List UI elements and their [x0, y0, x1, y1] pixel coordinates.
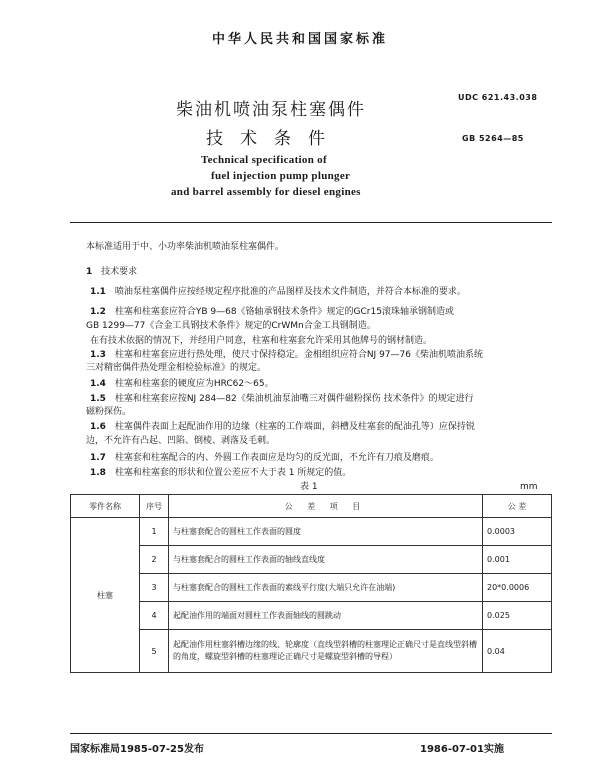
tolerance-value: 0.001 [483, 546, 552, 574]
row-number: 1 [140, 518, 169, 546]
tolerance-value: 0.025 [483, 602, 552, 630]
english-title-line-2: fuel injection pump plunger [211, 170, 351, 182]
clause-1-1 [90, 286, 466, 298]
document-title: 柴油机喷油泵柱塞偶件 [176, 100, 366, 120]
tolerance-value: 0.04 [483, 630, 552, 673]
table-header-row [71, 495, 552, 518]
clause-number: 1.7 [90, 453, 106, 463]
section-title: 技术要求 [101, 267, 138, 277]
clause-1-3 [90, 349, 483, 361]
clause-text: 柱塞和柱塞套的形状和位置公差应不大于表 1 所规定的值。 [114, 468, 352, 478]
header-part-name: 零件名称 [71, 495, 140, 518]
header-serial-number: 序号 [140, 495, 169, 518]
clause-number: 1.2 [90, 307, 106, 317]
implementation-date: 1986-07-01实施 [420, 744, 504, 755]
tolerance-item: 与柱塞套配合的圆柱工作表面的轴线直线度 [169, 546, 483, 574]
table-row [71, 630, 552, 673]
udc-code: UDC 621.43.038 [458, 93, 538, 102]
row-number: 3 [140, 574, 169, 602]
clause-number: 1.1 [90, 287, 106, 297]
clause-number: 1.3 [90, 350, 106, 360]
clause-1-5 [90, 393, 474, 405]
clause-text: 柱塞偶件表面上起配油作用的边缘（柱塞的工作端面，斜槽及柱塞套的配油孔等）应保持锐 [114, 422, 475, 432]
clause-1-2-note: 在有技术依据的情况下，并经用户同意，柱塞和柱塞套允许采用其他牌号的钢材制造。 [90, 336, 433, 346]
clause-1-6 [90, 421, 475, 433]
clause-text: 柱塞套和柱塞配合的内、外圆工作表面应是均匀的反光面，不允许有刀痕及磨痕。 [114, 453, 439, 463]
issue-statement: 国家标准局1985-07-25发布 [70, 744, 204, 755]
header-tolerance-value: 公 差 [483, 495, 552, 518]
clause-continuation: 边，不允许有凸起、凹陷、倒棱、剥落及毛刺。 [86, 436, 276, 446]
clause-text: 柱塞和柱塞套的硬度应为HRC62～65。 [114, 379, 274, 389]
clause-text: 柱塞和柱塞套应按NJ 284—82《柴油机油泵油嘴三对偶件磁粉探伤 技术条件》的规定进行 [114, 394, 474, 404]
part-name-cell: 柱塞 [71, 518, 140, 673]
clause-continuation: GB 1299—77《合金工具钢技术条件》规定的CrWMn合金工具钢制造。 [86, 321, 376, 331]
tolerance-item: 起配油作用的端面对圆柱工作表面轴线的圆跳动 [169, 602, 483, 630]
tolerance-value: 20*0.0006 [483, 574, 552, 602]
issuing-authority: 中华人民共和国国家标准 [211, 32, 388, 47]
english-title-line-3: and barrel assembly for diesel engines [171, 186, 361, 198]
header-divider [70, 222, 552, 223]
clause-number: 1.6 [90, 422, 106, 432]
table-caption: 表 1 [300, 482, 318, 492]
row-number: 4 [140, 602, 169, 630]
footer-divider [70, 733, 552, 734]
clause-text: 柱塞和柱塞套应进行热处理，使尺寸保持稳定。金相组织应符合NJ 97—76《柴油机喷油系统 [114, 350, 483, 360]
clause-1-2 [90, 306, 454, 318]
scope-paragraph: 本标准适用于中、小功率柴油机喷油泵柱塞偶件。 [86, 242, 285, 252]
clause-continuation: 三对精密偶件热处理金相检验标准》的规定。 [86, 363, 267, 373]
clause-number: 1.5 [90, 394, 106, 404]
table-row [71, 546, 552, 574]
document-subtitle: 技术条件 [206, 129, 342, 149]
tolerance-item: 起配油作用柱塞斜槽边缘的线、轮廓度（直线型斜槽的柱塞理论正确尺寸是直线型斜槽的角度，螺旋型斜槽的柱塞理论正确尺寸是螺旋型斜槽的导程） [169, 630, 483, 673]
table-unit: mm [520, 482, 538, 492]
row-number: 5 [140, 630, 169, 673]
standard-number: GB 5264—85 [462, 134, 524, 143]
tolerance-item: 与柱塞套配合的圆柱工作表面的圆度 [169, 518, 483, 546]
table-row [71, 518, 552, 546]
clause-1-7 [90, 452, 439, 464]
clause-continuation: 磁粉探伤。 [86, 407, 132, 417]
header-tolerance-item: 公 差 项 目 [169, 495, 483, 518]
row-number: 2 [140, 546, 169, 574]
table-row [71, 602, 552, 630]
tolerance-value: 0.0003 [483, 518, 552, 546]
tolerance-table [70, 494, 552, 673]
table-row [71, 574, 552, 602]
clause-1-4 [90, 378, 274, 390]
clause-text: 柱塞和柱塞套应符合YB 9—68《铬轴承钢技术条件》规定的GCr15滚珠轴承钢制造或 [114, 307, 454, 317]
clause-number: 1.8 [90, 468, 106, 478]
section-number: 1 [86, 267, 93, 277]
tolerance-item: 与柱塞套配合的圆柱工作表面的素线平行度(大端只允许在油端) [169, 574, 483, 602]
clause-1-8 [90, 467, 351, 479]
clause-number: 1.4 [90, 379, 106, 389]
english-title-line-1: Technical specification of [201, 154, 327, 166]
section-heading [86, 266, 137, 278]
clause-text: 喷油泵柱塞偶件应按经规定程序批准的产品图样及技术文件制造，并符合本标准的要求。 [114, 287, 466, 297]
